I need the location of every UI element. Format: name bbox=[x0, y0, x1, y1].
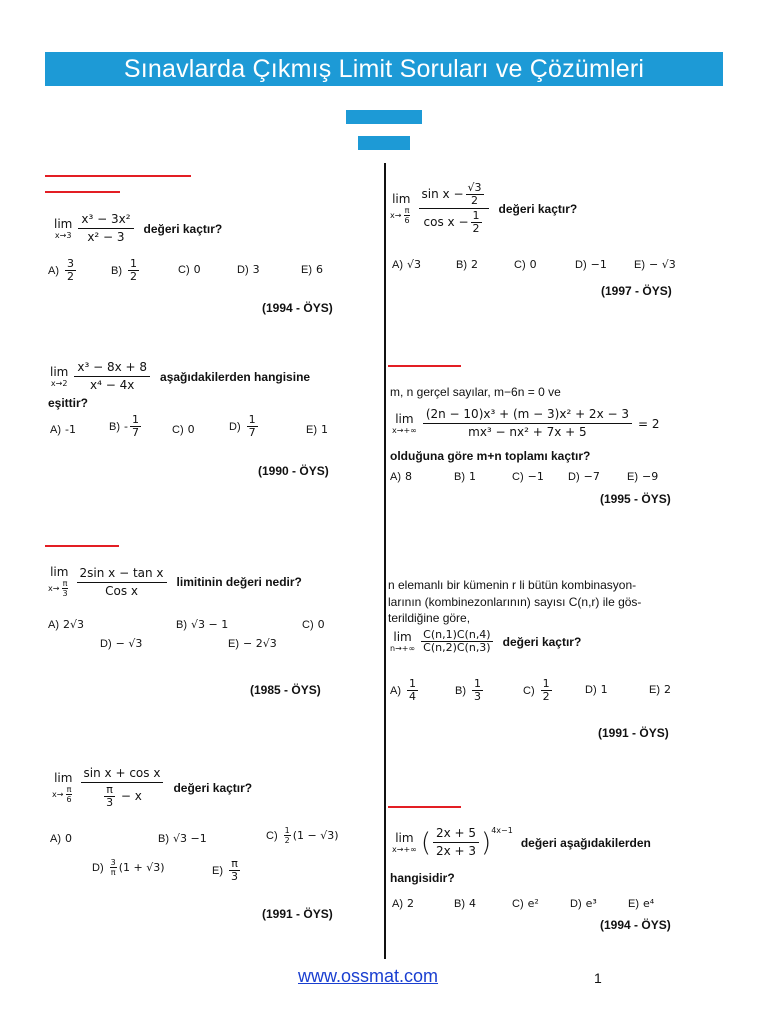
question-5: lim x→ $\frac{\pi}{6}$ sin x − $\frac{√3}{2}$ cos x − $\frac{1}{2}$ değeri kaçtır? bbox=[390, 181, 578, 235]
page-number: 1 bbox=[594, 970, 602, 986]
question-7-line2: larının (kombinezonlarının) sayısı C(n,r) ile gös- bbox=[388, 595, 642, 609]
question-4: lim x→ $\frac{\pi}{6}$ sin x + cos x $\frac{\pi}{3}$ − x değeri kaçtır? bbox=[52, 766, 253, 809]
question-6-intro: m, n gerçel sayılar, m−6n = 0 ve bbox=[390, 385, 561, 399]
decorative-bar bbox=[346, 110, 422, 124]
year-label: (1991 - ÖYS) bbox=[598, 726, 669, 740]
red-rule bbox=[45, 545, 119, 547]
red-rule bbox=[45, 191, 120, 193]
year-label: (1995 - ÖYS) bbox=[600, 492, 671, 506]
question-1: lim x→3 $\frac{\text{x³ − 3x²}}{\text{x² − 3}}$ değeri kaçtır? bbox=[54, 212, 223, 244]
decorative-bar bbox=[358, 136, 410, 150]
question-2: lim x→2 $\frac{\text{x³ − 8x + 8}}{\text{x⁴ − 4x}}$ aşağıdakilerden hangisine bbox=[50, 360, 311, 392]
red-rule bbox=[388, 806, 461, 808]
question-8-cont: hangisidir? bbox=[390, 871, 455, 885]
year-label: (1985 - ÖYS) bbox=[250, 683, 321, 697]
website-link[interactable]: www.ossmat.com bbox=[298, 966, 439, 986]
red-rule bbox=[388, 365, 461, 367]
question-3: lim x→ $\frac{\pi}{3}$ $\frac{\text{2sin x − tan x}}{\text{Cos x}}$ limitinin değeri nedir? bbox=[48, 565, 302, 598]
red-rule bbox=[45, 175, 191, 177]
question-6: lim x→+∞ $\frac{\text{(2n − 10)x³ + (m − 3)x² + 2x − 3}}{\text{mx³ − nx² + 7x + 5}}$ = 2 bbox=[392, 407, 660, 439]
year-label: (1991 - ÖYS) bbox=[262, 907, 333, 921]
year-label: (1994 - ÖYS) bbox=[262, 301, 333, 315]
question-8: lim x→+∞ ( $\frac{2x + 5}{2x + 3}$ ) $^{4x-1}$ değeri aşağıdakilerden bbox=[392, 826, 651, 858]
column-divider bbox=[384, 163, 386, 959]
year-label: (1990 - ÖYS) bbox=[258, 464, 329, 478]
page-title: Sınavlarda Çıkmış Limit Soruları ve Çözümleri bbox=[45, 52, 723, 86]
question-7: lim n→+∞ $\frac{C(n,1)C(n,4)}{C(n,2)C(n,3)}$ değeri kaçtır? bbox=[390, 628, 582, 654]
question-7-line3: terildiğine göre, bbox=[388, 611, 471, 625]
year-label: (1994 - ÖYS) bbox=[600, 918, 671, 932]
question-2-cont: eşittir? bbox=[48, 396, 89, 410]
year-label: (1997 - ÖYS) bbox=[601, 284, 672, 298]
question-6-text: olduğuna göre m+n toplamı kaçtır? bbox=[390, 449, 591, 463]
question-7-line1: n elemanlı bir kümenin r li bütün kombinasyon- bbox=[388, 578, 637, 592]
